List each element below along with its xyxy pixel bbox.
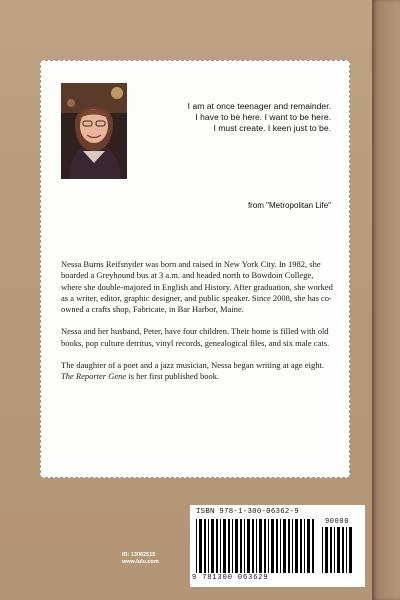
barcode-bar xyxy=(312,519,314,573)
barcode-bar xyxy=(252,519,254,573)
author-photo xyxy=(61,83,127,179)
quote-attribution: from "Metropolitan Life" xyxy=(247,201,331,210)
barcode-bar xyxy=(322,527,323,573)
barcode-bar xyxy=(235,519,238,573)
barcode-bar xyxy=(204,519,206,573)
barcode-bar xyxy=(337,527,340,573)
barcode-bar xyxy=(300,519,302,573)
isbn-barcode xyxy=(190,505,365,587)
quote-line: I must create. I keen just to be. xyxy=(213,123,331,133)
barcode-bar xyxy=(295,519,298,573)
barcode-bar xyxy=(346,527,347,573)
barcode-bar xyxy=(307,519,310,573)
bio-text: is her first published book. xyxy=(126,371,220,382)
barcode-bar xyxy=(276,519,278,573)
bio-paragraph xyxy=(61,360,333,383)
barcode-bar xyxy=(211,519,214,573)
isbn-number: ISBN 978-1-300-06362-9 xyxy=(196,508,299,516)
bio-text: The daughter of a poet and a jazz musician, Nessa began writing at age eight. xyxy=(61,360,324,371)
barcode-bar xyxy=(325,527,328,573)
price-code: 90000 xyxy=(325,518,350,526)
barcode-bar xyxy=(216,519,218,573)
barcode-bar xyxy=(292,519,293,573)
barcode-bar xyxy=(228,519,230,573)
book-title: The Reporter Gene xyxy=(61,371,127,382)
barcode-bar xyxy=(208,519,209,573)
bio-paragraph: Nessa and her husband, Peter, have four children. Their home is filled with old books, pop culture detritus, vinyl records, genealogical files, and six male cats. xyxy=(61,326,330,348)
bio-paragraph: Nessa Burns Reifsnyder was born and raised in New York City. In 1982, she boarded a Greyhound bus at 3 a.m. and headed north to Bowdoin College, where she double-majored in English and History. After graduation, she worked as a writer, editor, graphic designer, and public speaker. Since 2008, she has co-owned a crafts shop, Fabricate, in Bar Harbor, Maine. xyxy=(61,259,333,315)
price-barcode-bars xyxy=(322,527,358,573)
barcode-bar xyxy=(199,519,202,573)
author-quote xyxy=(141,101,331,134)
barcode-digits: 9 781300 063629 xyxy=(192,574,269,582)
barcode-bar xyxy=(280,519,281,573)
barcode-bar xyxy=(271,519,274,573)
quote-line: I am at once teenager and remainder. xyxy=(187,101,331,111)
barcode-bar xyxy=(240,519,242,573)
book-spine xyxy=(372,0,400,600)
author-bio xyxy=(61,259,333,383)
content-panel xyxy=(40,60,350,478)
barcode-bar xyxy=(349,527,352,573)
publisher-info xyxy=(122,552,159,566)
barcode-bar xyxy=(259,519,262,573)
barcode-bar xyxy=(223,519,226,573)
barcode-bar xyxy=(288,519,290,573)
publisher-id: ID: 13062515 xyxy=(122,552,156,558)
barcode-bar xyxy=(232,519,233,573)
barcode-bar xyxy=(220,519,221,573)
barcode-bar xyxy=(264,519,266,573)
barcode-bar xyxy=(256,519,257,573)
publisher-site: www.lulu.com xyxy=(122,559,159,565)
barcode-bar xyxy=(196,519,197,573)
barcode-bars xyxy=(196,519,318,573)
barcode-bar xyxy=(334,527,335,573)
barcode-bar xyxy=(244,519,245,573)
barcode-bar xyxy=(330,527,332,573)
barcode-bar xyxy=(268,519,269,573)
quote-line: I have to be here. I want to be here. xyxy=(195,112,331,122)
barcode-bar xyxy=(304,519,305,573)
barcode-bar xyxy=(342,527,344,573)
barcode-bar xyxy=(283,519,286,573)
barcode-bar xyxy=(247,519,250,573)
